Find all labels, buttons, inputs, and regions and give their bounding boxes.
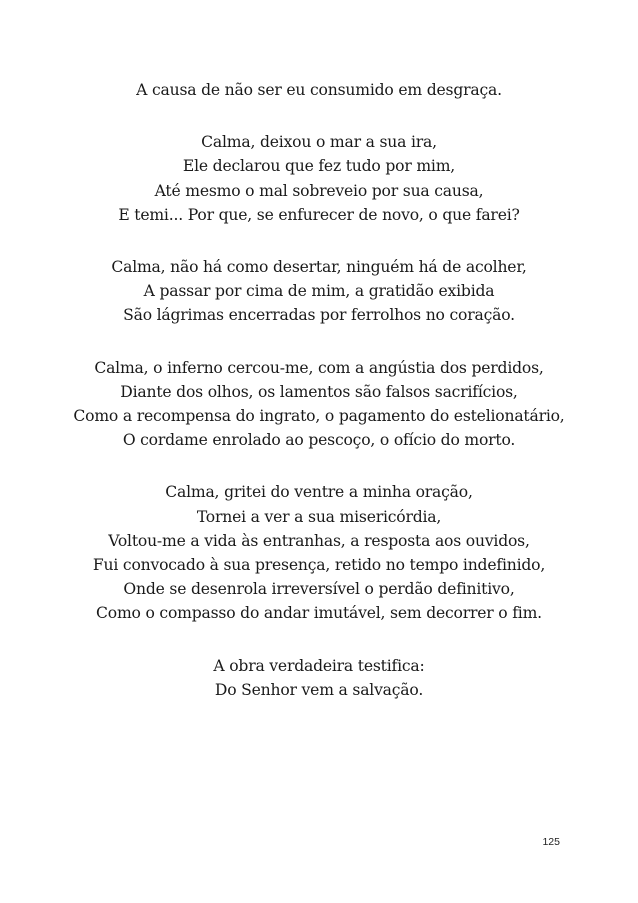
poem-line: Calma, não há como desertar, ninguém há de acolher, <box>111 258 527 277</box>
poem-line: São lágrimas encerradas por ferrolhos no coração. <box>123 306 515 325</box>
poem-line: Do Senhor vem a salvação. <box>214 680 424 699</box>
poem-line: Tornei a ver a sua misericórdia, <box>196 507 442 526</box>
poem-line: Fui convocado à sua presença, retido no tempo indefinido, <box>92 556 546 575</box>
poem-line: Diante dos olhos, os lamentos são falsos sacrifícios, <box>120 382 518 401</box>
poem-line: O cordame enrolado ao pescoço, o ofício do morto. <box>122 431 516 450</box>
poem-line: Voltou-me a vida às entranhas, a resposta aos ouvidos, <box>108 531 530 550</box>
poem-line: A obra verdadeira testifica: <box>213 656 425 675</box>
poem-line: Calma, deixou o mar a sua ira, <box>201 133 437 152</box>
stanza-6 <box>60 654 578 702</box>
stanza-5 <box>60 480 578 625</box>
poem-line: A passar por cima de mim, a gratidão exibida <box>143 282 495 301</box>
poem-line: Calma, o inferno cercou-me, com a angústia dos perdidos, <box>94 358 544 377</box>
poem-body <box>60 78 578 730</box>
poem-line: E temi... Por que, se enfurecer de novo, o que farei? <box>118 205 520 224</box>
page-number: 125 <box>542 836 560 848</box>
stanza-4 <box>60 356 578 453</box>
poem-line: Ele declarou que fez tudo por mim, <box>182 157 456 176</box>
poem-line: A causa de não ser eu consumido em desgraça. <box>136 81 502 99</box>
poem-line: Como o compasso do andar imutável, sem decorrer o fim. <box>96 604 542 623</box>
stanza-3 <box>60 255 578 328</box>
stanza-2 <box>60 130 578 227</box>
poem-line: Até mesmo o mal sobreveio por sua causa, <box>154 181 484 200</box>
poem-line: Onde se desenrola irreversível o perdão definitivo, <box>123 580 515 599</box>
stanza-1 <box>60 78 578 102</box>
poem-line: Calma, gritei do ventre a minha oração, <box>165 483 473 502</box>
poem-line: Como a recompensa do ingrato, o pagamento do estelionatário, <box>73 407 565 426</box>
